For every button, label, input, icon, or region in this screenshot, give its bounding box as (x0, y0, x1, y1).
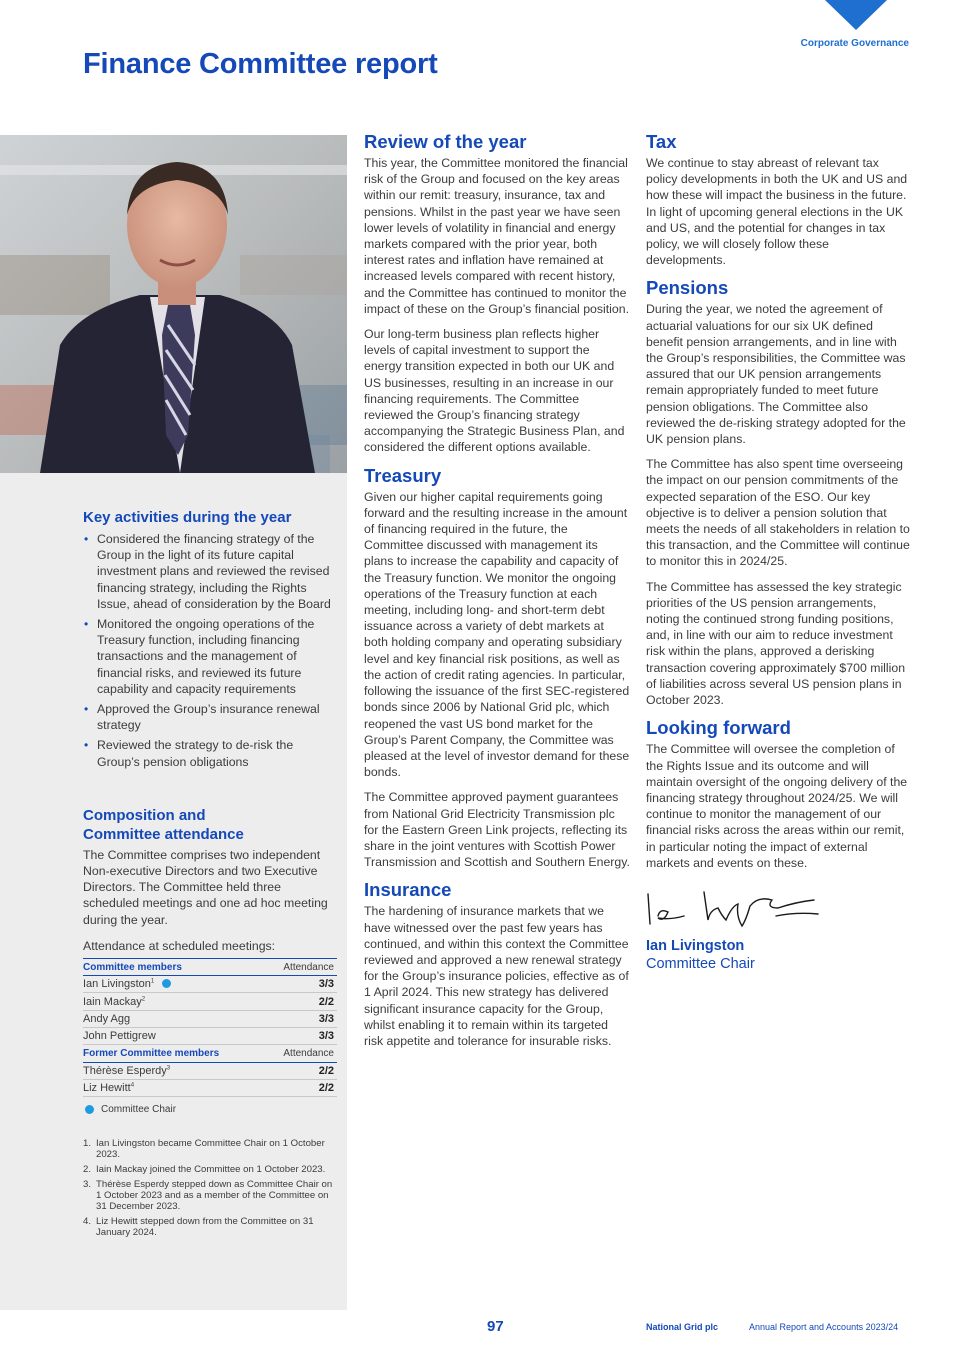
insurance-paragraph: The hardening of insurance markets that we have witnessed over the past few years has continued, and within this context the Committee reviewed and approved a new renewal strategy for the Group’s insurance policies, effective as of 1 April 2024. This new strategy has delivered significant insurance capacity for the Group, whilst enabling it to remain within its targeted risk appetite and tolerance for insurable risks. (364, 904, 629, 1048)
corner-triangle-decoration (825, 0, 887, 30)
member-attendance: 3/3 (265, 1028, 337, 1045)
former-members-header: Former Committee members (83, 1045, 265, 1062)
footnotes (83, 1138, 339, 1238)
looking-forward-paragraph: The Committee will oversee the completion of the Rights Issue and its outcome and will maintain oversight of the ongoing delivery of the financing strategy throughout 2024/25. We will continue to monitor the management of our financial risks across the areas within our remit, in particular noting the impact of external markets and events on these. (646, 742, 908, 870)
table-row (83, 1028, 337, 1045)
right-column (646, 131, 912, 973)
member-name: Thérèse Esperdy$^3$ (83, 1062, 265, 1079)
section-tag: Corporate Governance (800, 38, 909, 49)
list-item: • Reviewed the strategy to de-risk the Group’s pension obligations (83, 737, 339, 769)
chair-indicator-icon (162, 979, 171, 988)
composition-heading (83, 806, 339, 844)
page-number: 97 (487, 1318, 504, 1335)
signatory-role: Committee Chair (646, 955, 755, 972)
tax-heading: Tax (646, 131, 677, 152)
member-name: Iain Mackay$^2$ (83, 993, 265, 1010)
review-heading: Review of the year (364, 131, 527, 152)
footnote: 2. Iain Mackay joined the Committee on 1 October 2023. (83, 1164, 326, 1176)
footer-report-title: Annual Report and Accounts 2023/24 (749, 1322, 899, 1332)
attendance-table (83, 958, 337, 1097)
member-attendance: 2/2 (265, 1079, 337, 1096)
table-row (83, 976, 337, 993)
footnote: 4. Liz Hewitt stepped down from the Committee on 31 January 2024. (83, 1216, 314, 1239)
pensions-heading: Pensions (646, 277, 729, 299)
review-paragraph: Our long-term business plan reflects higher levels of capital investment to support the energy transition expected in both our UK and US businesses, resulting in an increase in our financing requirements. The Committee reviewed the Group’s financing strategy accompanying the Strategic Business Plan, and considered the different options available. (364, 327, 625, 455)
member-name: Ian Livingston$^1$ (83, 976, 265, 993)
chair-legend (83, 1104, 339, 1115)
chair-signature (646, 886, 826, 930)
legend-label: Committee Chair (101, 1104, 177, 1116)
member-attendance: 3/3 (265, 1010, 337, 1027)
attendance-header: Attendance (265, 1045, 337, 1062)
key-activities-list (83, 531, 339, 770)
left-panel-content (83, 508, 339, 1242)
pensions-paragraph: The Committee has also spent time overseeing the impact on our pension commitments of the expected separation of the ESO. Our key objective is to deliver a pension solution that meets the needs of all stakeholders in relation to this transaction, and the Committee will continue to monitor this in 2024/25. (646, 457, 910, 569)
member-attendance: 2/2 (265, 1062, 337, 1079)
signatory-name: Ian Livingston (646, 937, 745, 954)
table-header-row (83, 1045, 337, 1062)
table-header-row (83, 958, 337, 975)
key-activities-heading: Key activities during the year (83, 509, 292, 526)
footnote: 3. Thérèse Esperdy stepped down as Committee Chair on 1 October 2023 and as a member of the Committee on 31 December 2023. (83, 1179, 333, 1213)
members-header: Committee members (83, 958, 265, 975)
middle-column (364, 131, 630, 1058)
composition-heading-line2: Committee attendance (83, 825, 244, 843)
treasury-paragraph: Given our higher capital requirements going forward and the resulting increase in the amount of financing required in the future, the Committee discussed with management its plans to increase the capability and capacity of the Treasury function. We monitor the ongoing operations of the Treasury function at each meeting, including long- and short-term debt issuance across a variety of debt markets at both holding company and operating subsidiary level and key financial risk positions, as well as the action of credit rating agencies. In particular, following the issuance of the first SEC-registered bonds since 2006 by National Grid plc, which reopened the vast US bond market for the Group’s Parent Company, the Committee was pleased at the level of investor demand for these bonds. (364, 489, 630, 780)
member-name: Andy Agg (83, 1010, 265, 1027)
insurance-heading: Insurance (364, 879, 452, 901)
looking-forward-heading: Looking forward (646, 717, 791, 739)
table-row (83, 993, 337, 1010)
pensions-paragraph: During the year, we noted the agreement of actuarial valuations for our six UK defined benefit pension arrangements, and in line with the Group’s responsibilities, the Committee was assured that our UK pension arrangements remain appropriately funded to meet future pension obligations. The Committee also reviewed the de-risking strategy adopted for the UK pension plans. (646, 302, 906, 447)
page-title: Finance Committee report (83, 48, 438, 80)
chair-portrait-photo (0, 135, 347, 473)
list-item: • Monitored the ongoing operations of the Treasury function, including financing transactions and the management of financial risks, and reviewed its future capability and capacity requirements (83, 616, 339, 697)
table-row (83, 1062, 337, 1079)
attendance-header: Attendance (265, 958, 337, 975)
list-item: • Considered the financing strategy of the Group in the light of its future capital investment plans and reviewed the revised financing strategy, including the Rights Issue, ahead of consideration by the Board (83, 531, 339, 612)
pensions-paragraph: The Committee has assessed the key strategic priorities of the US pension arrangements, noting the continued strong funding positions, and, in line with our aim to reduce investment risk within the plans, approved a derisking transaction covering approximately $700 million of liabilities across several US pension plans in October 2023. (646, 579, 906, 708)
member-attendance: 2/2 (265, 993, 337, 1010)
table-row (83, 1079, 337, 1096)
member-name: John Pettigrew (83, 1028, 265, 1045)
tax-paragraph: We continue to stay abreast of relevant tax policy developments in both the UK and US and how these will impact the business in the future. In light of upcoming general elections in the UK and US, and the potential for changes in tax policy, we will closely follow these developments. (646, 156, 908, 268)
footer-brand: National Grid plc (646, 1322, 719, 1332)
treasury-heading: Treasury (364, 464, 442, 486)
composition-heading-line1: Composition and (83, 806, 206, 824)
table-row (83, 1010, 337, 1027)
footnote: 1. Ian Livingston became Committee Chair on 1 October 2023. (83, 1138, 325, 1161)
composition-text: The Committee comprises two independent Non-executive Directors and two Executive Directors. The Committee held three scheduled meetings and one ad hoc meeting during the year. (83, 847, 328, 927)
chair-indicator-icon (85, 1105, 94, 1114)
review-paragraph: This year, the Committee monitored the financial risk of the Group and focused on the key areas within our remit: treasury, insurance, tax and pensions. Whilst in the past year we have seen lower levels of volatility in financial and energy markets compared with the prior year, both interest rates and inflation have remained at increased levels compared with recent history, and the Committee has continued to monitor the impact of these on the Group’s financial position. (364, 156, 629, 316)
list-item: • Approved the Group’s insurance renewal strategy (83, 701, 339, 733)
left-panel (0, 135, 347, 1310)
attendance-intro: Attendance at scheduled meetings: (83, 938, 276, 953)
treasury-paragraph: The Committee approved payment guarantees from National Grid Electricity Transmission plc for the Eastern Green Link projects, reflecting its share in the joint ventures with Scottish Power Transmission and Scottish and Southern Energy. (364, 790, 630, 870)
member-attendance: 3/3 (265, 976, 337, 993)
member-name: Liz Hewitt$^4$ (83, 1079, 265, 1096)
